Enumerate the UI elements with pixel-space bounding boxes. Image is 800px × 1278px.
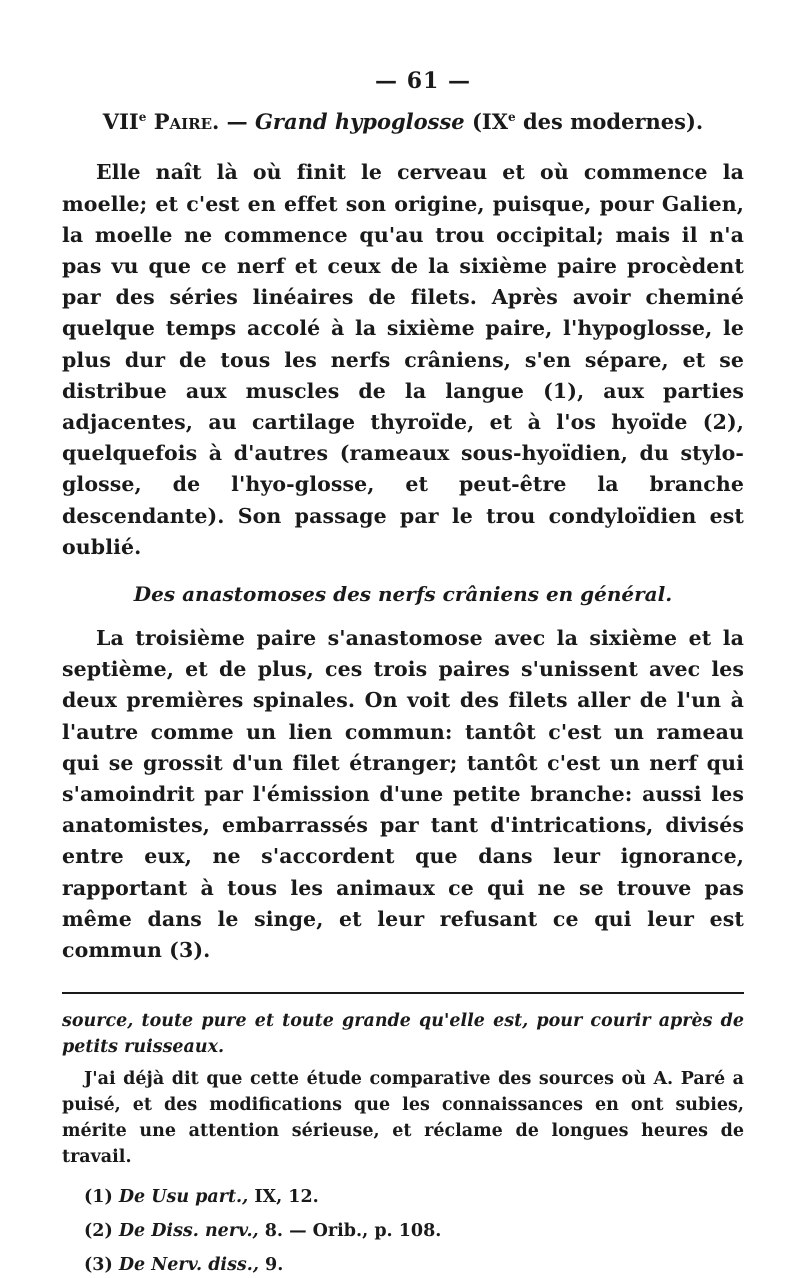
heading-title: Grand hypoglosse bbox=[254, 109, 465, 134]
page-number: — 61 — bbox=[375, 68, 471, 94]
footnote-1 bbox=[84, 1184, 744, 1210]
heading-dash: — bbox=[219, 109, 255, 134]
heading-sup-1: e bbox=[138, 110, 147, 124]
footnote-title: De Usu part., bbox=[118, 1187, 249, 1208]
footnote-rule bbox=[62, 992, 744, 994]
footnote-paragraph: J'ai déjà dit que cette étude comparative des sources où A. Paré a puisé, et des modifications que les connaissances en ont subies, mérite une attention sérieuse, et réclame de longues heures de travail. bbox=[62, 1069, 744, 1168]
heading-paire: Paire. bbox=[153, 109, 220, 134]
footnote-title: De Diss. nerv., bbox=[118, 1221, 259, 1242]
footnote-rest: 8. — Orib., p. 108. bbox=[258, 1221, 442, 1242]
footnote-number: (3) bbox=[84, 1255, 113, 1276]
footnote-rest: 9. bbox=[258, 1255, 284, 1276]
section-heading bbox=[62, 108, 744, 135]
heading-paren-open: (IX bbox=[464, 109, 509, 134]
heading-roman: VII bbox=[102, 109, 139, 134]
footnote-rest: IX, 12. bbox=[248, 1187, 319, 1208]
footnote-number: (1) bbox=[84, 1187, 113, 1208]
footnote-title: De Nerv. diss., bbox=[118, 1255, 259, 1276]
section-subtitle: Des anastomoses des nerfs crâniens en général. bbox=[133, 581, 673, 606]
footnote-3 bbox=[84, 1252, 744, 1278]
paragraph-anastomoses: La troisième paire s'anastomose avec la sixième et la septième, et de plus, ces trois paires s'unissent avec les deux premières spinales. On voit des filets aller de l'un à l'autre comme un lien commun: tantôt c'est un rameau qui se grossit d'un filet étranger; tantôt c'est un nerf qui s'amoindrit par l'émission d'une petite branche: aussi les anatomistes, embarrassés par tant d'intrications, divisés entre eux, ne s'accordent que dans leur ignorance, rapportant à tous les animaux ce qui ne se trouve pas même dans le singe, et leur refusant ce qui leur est commun (3). bbox=[62, 625, 744, 962]
footnote-continuation: source, toute pure et toute grande qu'elle est, pour courir après de petits ruisseaux. bbox=[62, 1011, 744, 1058]
heading-sup-2: e bbox=[508, 110, 516, 124]
footnote-number: (2) bbox=[84, 1221, 113, 1242]
paragraph-hypoglosse: Elle naît là où finit le cerveau et où commence la moelle; et c'est en effet son origine, puisque, pour Galien, la moelle ne commence qu'au trou occipital; mais il n'a pas vu que ce nerf et ceux de la sixième paire procèdent par des séries linéaires de filets. Après avoir cheminé quelque temps accolé à la sixième paire, l'hypoglosse, le plus dur de tous les nerfs crâniens, s'en sépare, et se distribue aux muscles de la langue (1), aux parties adjacentes, au cartilage thyroïde, et à l'os hyoïde (2), quelquefois à d'autres (rameaux sous-hyoïdien, du stylo-glosse, de l'hyo-glosse, et peut-être la branche descendante). Son passage par le trou condyloïdien est oublié. bbox=[62, 160, 744, 559]
heading-paren-rest: des modernes). bbox=[515, 109, 704, 134]
footnote-2 bbox=[84, 1218, 744, 1244]
